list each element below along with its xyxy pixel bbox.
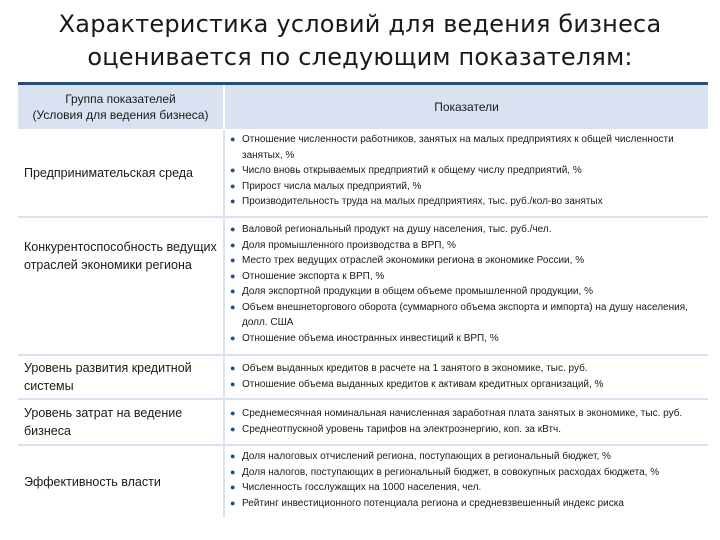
header-indicators-cell	[225, 85, 708, 129]
group-label-line-1: Конкурентоспособность ведущих	[24, 240, 217, 254]
header-group-line-2: (Условия для ведения бизнеса)	[32, 108, 209, 122]
header-group-line-1: Группа показателей	[65, 92, 176, 106]
indicator-item: ● Среднемесячная номинальная начисленная заработная плата занятых в экономике, тыс. руб.	[230, 408, 683, 419]
slide-title-line-2: оценивается по следующим показателям:	[87, 43, 633, 71]
row-divider	[18, 398, 708, 400]
column-divider	[223, 446, 225, 518]
table-header	[18, 85, 708, 129]
indicator-item: ● Число вновь открываемых предприятий к общему числу предприятий, %	[230, 165, 582, 176]
column-divider	[223, 356, 225, 398]
group-label-line-2: отраслей экономики региона	[24, 258, 192, 272]
indicator-item: ● Доля экспортной продукции в общем объеме промышленной продукции, %	[230, 286, 593, 297]
group-cell-entrepreneurial-environment	[24, 129, 220, 216]
indicator-item: ● Доля налогов, поступающих в региональный бюджет, в совокупных расходах бюджета, %	[230, 466, 660, 478]
indicator-item: ● Отношение численности работников, занятых на малых предприятиях к общей численности занятых, %	[230, 134, 674, 161]
indicator-item: ● Среднеотпускной уровень тарифов на электроэнергию, коп. за кВтч.	[230, 423, 562, 435]
indicator-item: ● Доля промышленного производства в ВРП, %	[230, 239, 456, 251]
group-label-line-2: бизнеса	[24, 424, 71, 438]
group-label-line-2: системы	[24, 379, 74, 393]
indicator-list-competitiveness	[229, 222, 708, 346]
slide-title-line-1: Характеристика условий для ведения бизнеса	[58, 10, 662, 38]
indicator-item: ● Отношение объема выданных кредитов к активам кредитных организаций, %	[230, 378, 604, 390]
indicators-table	[18, 82, 708, 520]
row-divider	[18, 216, 708, 218]
indicator-item: ● Прирост числа малых предприятий, %	[230, 180, 422, 192]
indicator-list-business-costs	[229, 406, 708, 437]
group-label-line-1: Уровень развития кредитной	[24, 361, 192, 375]
column-divider	[223, 400, 225, 444]
indicator-item: ● Производительность труда на малых предприятиях, тыс. руб./кол-во занятых	[230, 196, 603, 207]
indicator-item: ● Валовой региональный продукт на душу населения, тыс. руб./чел.	[230, 224, 552, 235]
indicator-item: ● Отношение экспорта к ВРП, %	[230, 270, 385, 282]
group-label: Эффективность власти	[24, 475, 161, 489]
group-cell-government-efficiency	[24, 446, 220, 518]
header-indicators-label: Показатели	[434, 100, 499, 114]
header-group-cell	[18, 85, 223, 129]
indicator-item: ● Численность госслужащих на 1000 населения, чел.	[230, 482, 482, 493]
group-label: Предпринимательская среда	[24, 165, 194, 180]
indicator-item: ● Место трех ведущих отраслей экономики региона в экономике России, %	[230, 255, 585, 266]
indicator-list-government-efficiency	[229, 449, 708, 511]
group-cell-competitiveness	[24, 238, 220, 294]
column-divider	[223, 218, 225, 354]
indicator-item: ● Доля налоговых отчислений региона, поступающих в региональный бюджет, %	[230, 451, 611, 462]
indicator-list-credit-system	[229, 361, 708, 392]
group-cell-business-costs	[24, 402, 220, 442]
group-cell-credit-system	[24, 358, 220, 396]
group-label-line-1: Уровень затрат на ведение	[24, 406, 183, 420]
indicator-item: ● Объем выданных кредитов в расчете на 1 занятого в экономике, тыс. руб.	[230, 363, 588, 374]
column-divider	[223, 129, 225, 216]
indicator-list-entrepreneurial-environment	[229, 132, 708, 210]
indicator-item: ● Отношение объема иностранных инвестиций к ВРП, %	[230, 332, 499, 344]
slide-title	[0, 8, 720, 74]
indicator-item: ● Рейтинг инвестиционного потенциала региона и средневзвешенный индекс риска	[230, 497, 624, 509]
indicator-item: ● Объем внешнеторгового оборота (суммарного объема экспорта и импорта) на душу населения, долл. США	[230, 301, 688, 328]
row-divider	[18, 354, 708, 356]
